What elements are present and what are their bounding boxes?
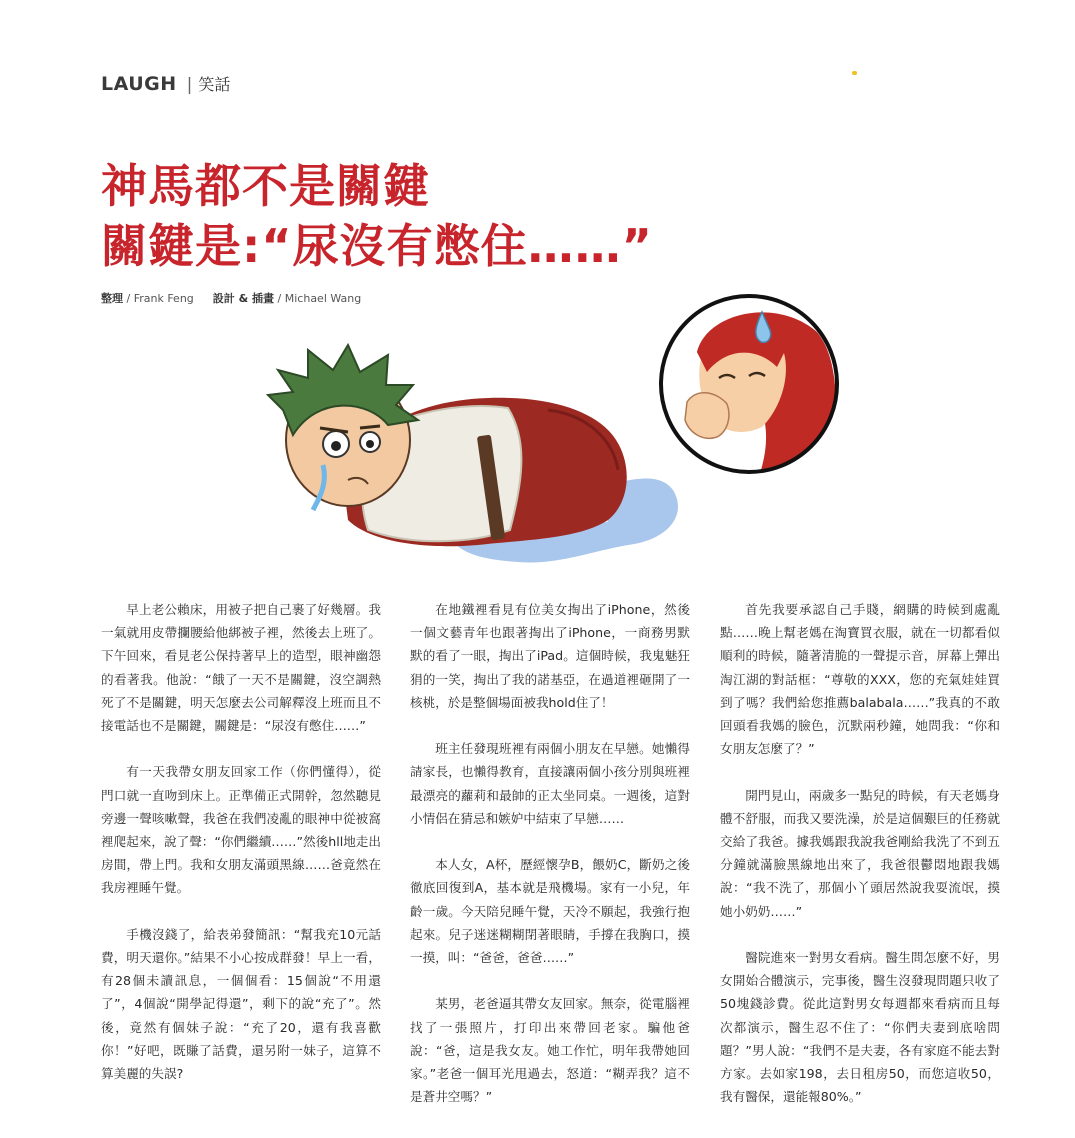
- section-label-en: LAUGH: [101, 73, 177, 95]
- joke-paragraph: 在地鐵裡看見有位美女掏出了iPhone，然後一個文藝青年也跟著掏出了iPhone，一商務男默默的看了一眼，掏出了iPad。這個時候，我鬼魅狂狷的一笑，掏出了我的諾基亞，在過道裡砸開了一核桃，於是整個場面被我hold住了！: [410, 602, 690, 710]
- section-separator: |: [186, 75, 193, 95]
- design-label: 設計 & 插畫: [212, 292, 275, 305]
- section-label-zh: 笑話: [198, 75, 231, 94]
- title-line-2: 關鍵是:“尿沒有憋住……”: [101, 219, 653, 273]
- credits: [101, 290, 361, 306]
- corner-dot: [852, 71, 857, 75]
- article-title: [101, 156, 653, 276]
- text-column-2: [410, 598, 690, 1132]
- joke-paragraph: 開門見山，兩歲多一點兒的時候，有天老媽身體不舒服，而我又要洗澡，於是這個艱巨的任務就交給了我爸。據我媽跟我說我爸剛給我洗了不到五分鐘就滿臉黑線地出來了，我爸很鬱悶地跟我媽說：“我不洗了，那個小丫頭居然說我耍流氓，摸她小奶奶……”: [720, 787, 1000, 919]
- design-name: / Michael Wang: [277, 292, 362, 305]
- joke-paragraph: 首先我要承認自己手賤，網購的時候到處亂點……晚上幫老媽在淘寶買衣服，就在一切都看似順利的時候，隨著清脆的一聲提示音，屏幕上彈出淘江湖的對話框：“尊敬的XXX，您的充氣娃娃買到了嗎？我們給您推薦balabala……”我真的不敢回頭看我媽的臉色，沉默兩秒鐘，她問我：“你和女朋友怎麼了？”: [720, 602, 1000, 757]
- girl-laughing-illustration: [657, 292, 841, 476]
- text-column-1: [101, 598, 381, 1108]
- editor-name: / Frank Feng: [126, 292, 194, 305]
- section-header: [101, 72, 230, 95]
- boy-tied-up-illustration: [248, 340, 688, 580]
- joke-paragraph: 有一天我帶女朋友回家工作（你們懂得），從門口就一直吻到床上。正準備正式開幹，忽然聽見旁邊一聲咳嗽聲，我爸在我們凌亂的眼神中從被窩裡爬起來，說了聲：“你們繼續……”然後hll地走出房間，帶上門。我和女朋友滿頭黑線……爸竟然在我房裡睡午覺。: [101, 764, 381, 896]
- title-line-1: 神馬都不是關鍵: [101, 159, 430, 213]
- joke-paragraph: 早上老公賴床，用被子把自己裹了好幾層。我一氣就用皮帶攔腰給他綁被子裡，然後去上班了。下午回來，看見老公保持著早上的造型，眼神幽怨的看著我。他說：“餓了一天不是關鍵，沒空調熱死了不是關鍵，明天怎麼去公司解釋沒上班而且不接電話也不是關鍵，關鍵是：“尿沒有憋住……”: [101, 602, 381, 734]
- joke-paragraph: 醫院進來一對男女看病。醫生問怎麼不好，男女開始合體演示，完事後，醫生沒發現問題只收了50塊錢診費。從此這對男女每週都來看病而且每次都演示，醫生忍不住了：“你們夫妻到底啥問題？”男人說：“我們不是夫妻，各有家庭不能去對方家。去如家198，去日租房50，而您這收50，我有醫保，還能報80%。”: [720, 950, 1000, 1105]
- joke-paragraph: 班主任發現班裡有兩個小朋友在早戀。她懶得請家長，也懶得教育，直接讓兩個小孩分別與班裡最漂亮的蘿莉和最帥的正太坐同桌。一週後，這對小情侶在猜忌和嫉妒中結束了早戀……: [410, 741, 690, 826]
- joke-paragraph: 手機沒錢了，給表弟發簡訊：“幫我充10元話費，明天還你。”結果不小心按成群發！早上一看，有28個未讀訊息，一個個看：15個說“不用還了”，4個說“開學記得還”，剩下的說“充了”。然後，竟然有個妹子說：“充了20，還有我喜歡你！”好吧，既賺了話費，還另附一妹子，這算不算美麗的失誤?: [101, 926, 381, 1082]
- joke-paragraph: 本人女，A杯，歷經懷孕B，餵奶C，斷奶之後徹底回復到A，基本就是飛機場。家有一小兒，年齡一歲。今天陪兒睡午覺，天冷不願起，我強行抱起來。兒子迷迷糊糊閉著眼睛，手撐在我胸口，摸一摸，叫：“爸爸，爸爸……”: [410, 857, 690, 966]
- text-column-3: [720, 598, 1000, 1132]
- editor-label: 整理: [101, 292, 123, 305]
- joke-paragraph: 某男，老爸逼其帶女友回家。無奈，從電腦裡找了一張照片，打印出來帶回老家。騙他爸說：“爸，這是我女友。她工作忙，明年我帶她回家。”老爸一個耳光甩過去，怒道：“糊弄我？這不是蒼井空嗎？”: [410, 996, 690, 1105]
